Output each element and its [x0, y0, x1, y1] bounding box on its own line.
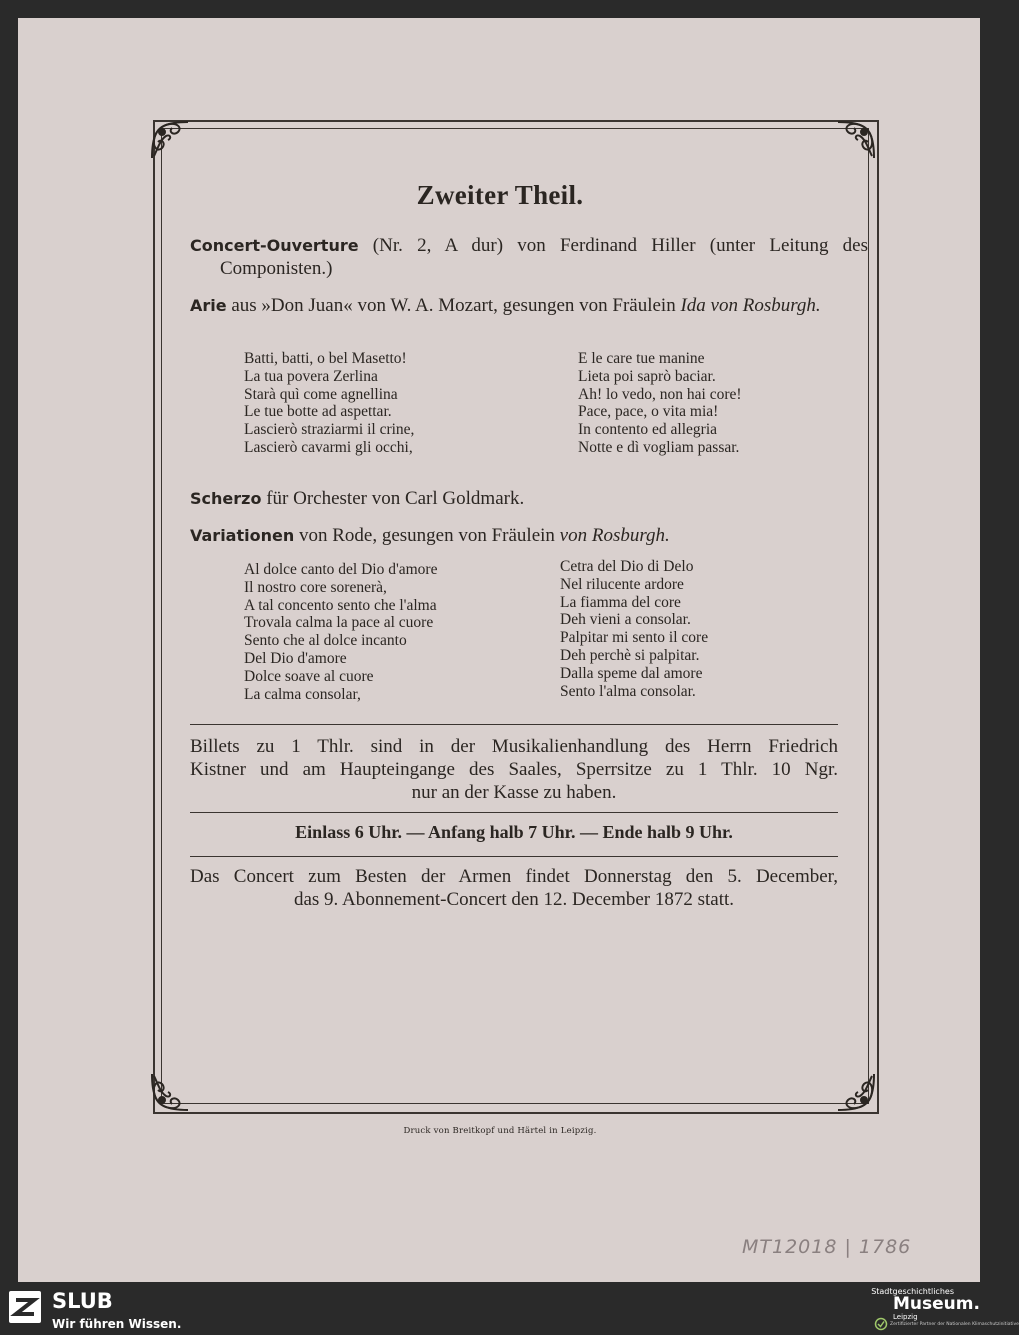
verse-block-arie-right	[578, 350, 742, 457]
verse-line: Deh perchè si palpitar.	[560, 646, 700, 664]
verse-block-arie-left	[244, 350, 414, 457]
verse-line: Al dolce canto del Dio d'amore	[244, 561, 438, 578]
program-item-scherzo	[190, 487, 868, 510]
verse-line: Palpitar mi sento il core	[560, 629, 709, 647]
concert-times: Einlass 6 Uhr. — Anfang halb 7 Uhr. — Ende halb 9 Uhr.	[295, 822, 733, 842]
verse-line: Ah! lo vedo, non hai core!	[578, 385, 742, 403]
verse-block-variationen-left	[244, 561, 437, 703]
announcement	[190, 865, 838, 911]
museum-city: Leipzig	[893, 1313, 918, 1321]
verse-line: Cetra del Dio di Delo	[560, 558, 694, 575]
verse-line: La tua povera Zerlina	[244, 367, 378, 385]
program-item-heading: Concert-Ouverture	[190, 236, 359, 255]
ticket-info-line: Billets zu 1 Thlr. sind in der Musikalienhandlung des Herrn Friedrich	[190, 736, 838, 757]
slub-tagline: Wir führen Wissen.	[52, 1317, 182, 1331]
verse-line: La fiamma del core	[560, 593, 681, 611]
verse-line: In contento ed allegria	[578, 421, 718, 439]
program-item-overture	[190, 234, 868, 280]
partner-badge-icon	[874, 1316, 888, 1330]
divider-rule	[190, 724, 838, 725]
verse-line: Lascierò straziarmi il crine,	[244, 421, 415, 439]
program-item-text: aus »Don Juan« von W. A. Mozart, gesungen von Fräulein	[226, 295, 681, 316]
program-item-variationen	[190, 524, 868, 547]
verse-line: Sento l'alma consolar.	[560, 682, 696, 700]
announcement-line: das 9. Abonnement-Concert den 12. December 1872 statt.	[293, 889, 735, 910]
ticket-info-line: nur an der Kasse zu haben.	[411, 782, 617, 803]
slub-name[interactable]: SLUB	[52, 1289, 113, 1313]
museum-label: Stadtgeschichtliches	[871, 1287, 954, 1296]
verse-block-variationen-right	[560, 558, 708, 700]
verse-line: Notte e dì vogliam passar.	[578, 438, 740, 456]
ticket-info-line: Kistner und am Haupteingange des Saales, Sperrsitze zu 1 Thlr. 10 Ngr.	[190, 759, 838, 780]
slub-logo-icon[interactable]	[8, 1290, 42, 1324]
verse-line: Il nostro core sorenerà,	[244, 578, 387, 596]
program-item-heading: Variationen	[190, 526, 295, 545]
corner-ornament-icon	[148, 1070, 192, 1114]
shelfmark: MT12018 | 1786	[742, 1236, 912, 1258]
museum-name[interactable]: Museum.	[893, 1294, 980, 1314]
singer-name: von Rosburgh.	[559, 525, 670, 546]
verse-line: Batti, batti, o bel Masetto!	[244, 350, 407, 367]
verse-line: A tal concento sento che l'alma	[244, 596, 437, 614]
verse-line: Starà quì come agnellina	[244, 385, 398, 403]
program-item-text: (Nr. 2, A dur) von Ferdinand Hiller (unter Leitung des Componisten.)	[220, 235, 868, 279]
verse-line: Trovala calma la pace al cuore	[244, 614, 434, 632]
corner-ornament-icon	[834, 118, 878, 162]
program-item-heading: Scherzo	[190, 489, 262, 508]
corner-ornament-icon	[148, 118, 192, 162]
verse-line: La calma consolar,	[244, 685, 361, 703]
program-item-heading: Arie	[190, 296, 227, 315]
verse-line: Dalla speme dal amore	[560, 664, 703, 682]
program-item-text: für Orchester von Carl Goldmark.	[261, 488, 525, 509]
verse-line: Pace, pace, o vita mia!	[578, 403, 719, 421]
verse-line: Sento che al dolce incanto	[244, 632, 407, 650]
verse-line: Lieta poi saprò baciar.	[578, 367, 716, 385]
singer-name: Ida von Rosburgh.	[680, 295, 821, 316]
printer-imprint: Druck von Breitkopf und Härtel in Leipzig.	[403, 1126, 597, 1136]
verse-line: Le tue botte ad aspettar.	[244, 403, 392, 421]
verse-line: Dolce soave al cuore	[244, 667, 374, 685]
verse-line: Del Dio d'amore	[244, 649, 347, 667]
verse-line: Deh vieni a consolar.	[560, 611, 691, 629]
ticket-info	[190, 735, 838, 804]
corner-ornament-icon	[834, 1070, 878, 1114]
divider-rule	[190, 856, 838, 857]
page-title: Zweiter Theil.	[416, 180, 584, 210]
verse-line: Nel rilucente ardore	[560, 575, 684, 593]
verse-line: E le care tue manine	[578, 350, 705, 367]
program-item-arie	[190, 294, 868, 317]
museum-partner-note: Zertifizierter Partner der Nationalen Klimaschutzinitiative	[890, 1322, 1019, 1327]
divider-rule	[190, 812, 838, 813]
announcement-line: Das Concert zum Besten der Armen findet Donnerstag den 5. December,	[190, 866, 838, 887]
program-item-text: von Rode, gesungen von Fräulein	[294, 525, 560, 546]
verse-line: Lascierò cavarmi gli occhi,	[244, 438, 413, 456]
